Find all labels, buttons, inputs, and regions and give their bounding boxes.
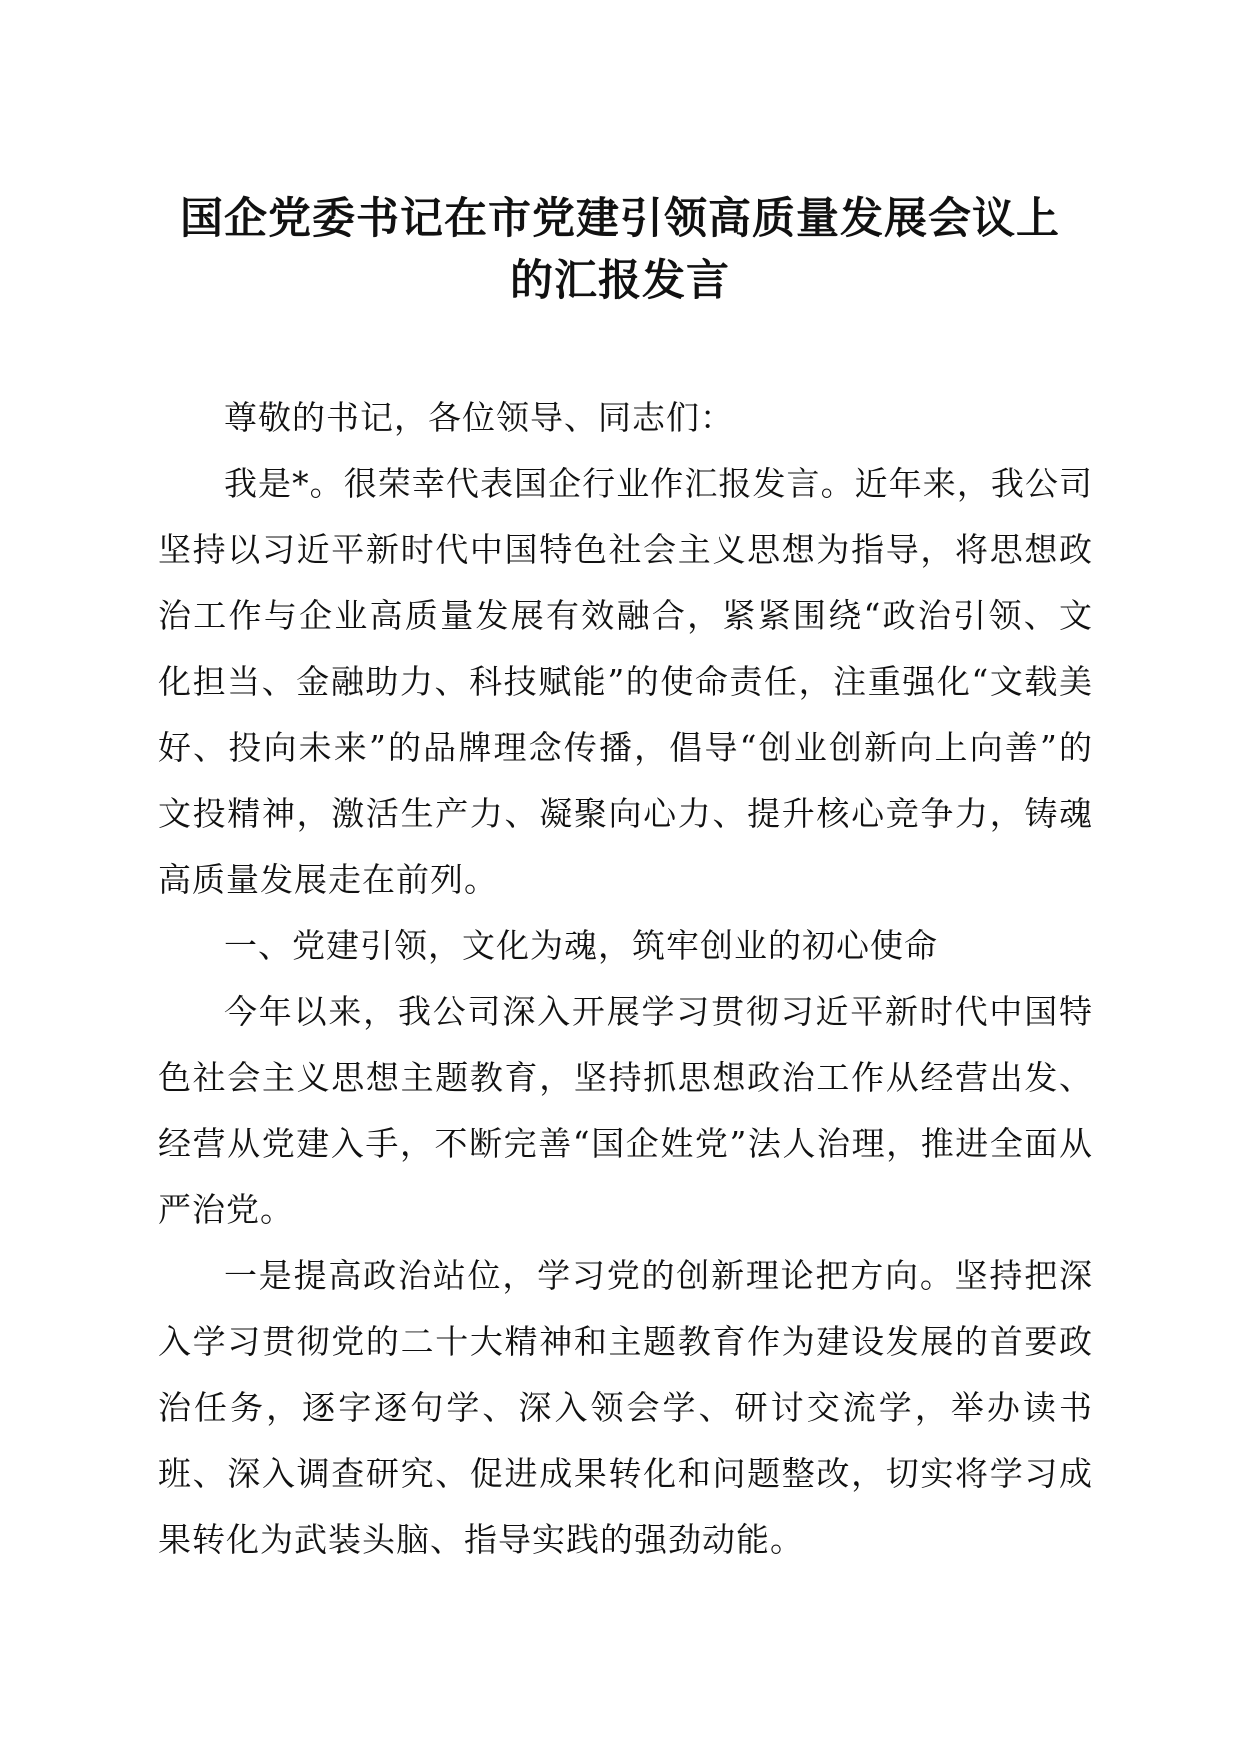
section-heading-1: 一、党建引领，文化为魂，筑牢创业的初心使命 bbox=[224, 926, 938, 965]
title-line-2: 的汇报发言 bbox=[510, 256, 730, 306]
title-line-1: 国企党委书记在市党建引领高质量发展会议上 bbox=[180, 194, 1060, 244]
point-1-paragraph: 一是提高政治站位，学习党的创新理论把方向。坚持把深入学习贯彻党的二十大精神和主题教育作为建设发展的首要政治任务，逐字逐句学、深入领会学、研讨交流学，举办读书班、深入调查研究、促进成果转化和问题整改，切实将学习成果转化为武装头脑、指导实践的强劲动能。 bbox=[158, 1256, 1093, 1559]
salutation-paragraph: 尊敬的书记，各位领导、同志们： bbox=[224, 398, 734, 437]
section-1-paragraph: 今年以来，我公司深入开展学习贯彻习近平新时代中国特色社会主义思想主题教育，坚持抓思想政治工作从经营出发、经营从党建入手，不断完善“国企姓党”法人治理，推进全面从严治党。 bbox=[158, 992, 1093, 1229]
document-body bbox=[158, 385, 1093, 1573]
document-title bbox=[150, 188, 1090, 312]
intro-paragraph: 我是*。很荣幸代表国企行业作汇报发言。近年来，我公司坚持以习近平新时代中国特色社会主义思想为指导，将思想政治工作与企业高质量发展有效融合，紧紧围绕“政治引领、文化担当、金融助力、科技赋能”的使命责任，注重强化“文载美好、投向未来”的品牌理念传播，倡导“创业创新向上向善”的文投精神，激活生产力、凝聚向心力、提升核心竞争力，铸魂高质量发展走在前列。 bbox=[158, 464, 1093, 899]
